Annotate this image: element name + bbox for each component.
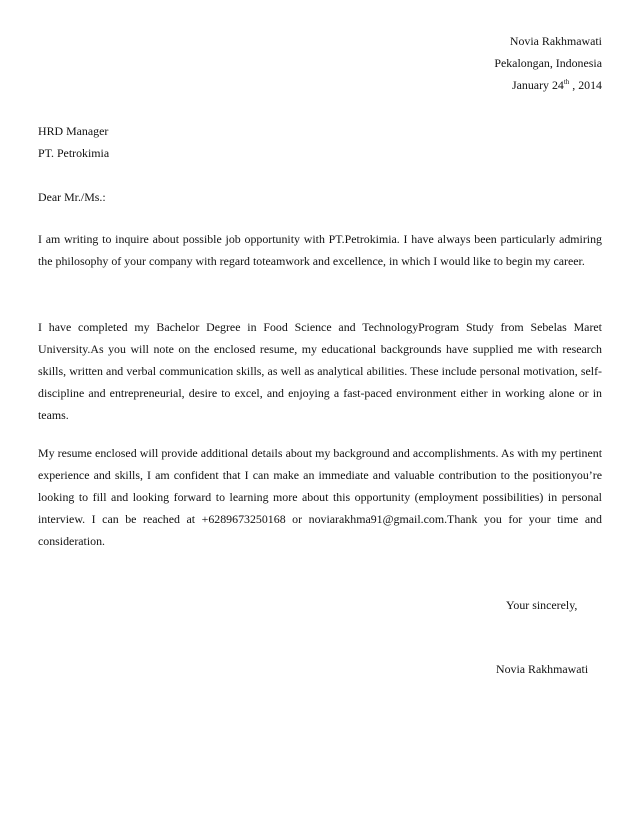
paragraph-closing-details: My resume enclosed will provide additional details about my background and accomplishments. As with my pertinent experience and skills, I am confident that I can make an immediate and valuable contribution to the positionyou’re looking to fill and looking forward to learning more about this opportunity (employment possibilities) in personal interview. I can be reached at +6289673250168 or noviarakhma91@gmail.com.Thank you for your time and consideration. [38, 446, 602, 548]
recipient-company: PT. Petrokimia [38, 146, 110, 160]
paragraph-education: I have completed my Bachelor Degree in Food Science and TechnologyProgram Study from Sebelas Maret University.As you will note on the enclosed resume, my educational backgrounds have supplied me with research skills, written and verbal communication skills, as well as analytical abilities. These include personal motivation, self-discipline and entrepreneurial, desire to excel, and enjoying a fast-paced environment either in working alone or in teams. [38, 320, 602, 422]
recipient-title: HRD Manager [38, 124, 109, 138]
date-suffix: th [563, 78, 570, 86]
date-prefix: January 24 [512, 78, 564, 92]
paragraph-intro: I am writing to inquire about possible job opportunity with PT.Petrokimia. I have always been particularly admiring the philosophy of your company with regard toteamwork and excellence, in which I would like to begin my career. [38, 232, 602, 268]
signature-name: Novia Rakhmawati [496, 662, 589, 676]
letter-date [512, 78, 602, 92]
sender-location: Pekalongan, Indonesia [494, 56, 602, 70]
closing: Your sincerely, [506, 598, 578, 612]
sender-name: Novia Rakhmawati [509, 34, 602, 48]
salutation: Dear Mr./Ms.: [38, 190, 106, 204]
date-rest: , 2014 [569, 78, 602, 92]
